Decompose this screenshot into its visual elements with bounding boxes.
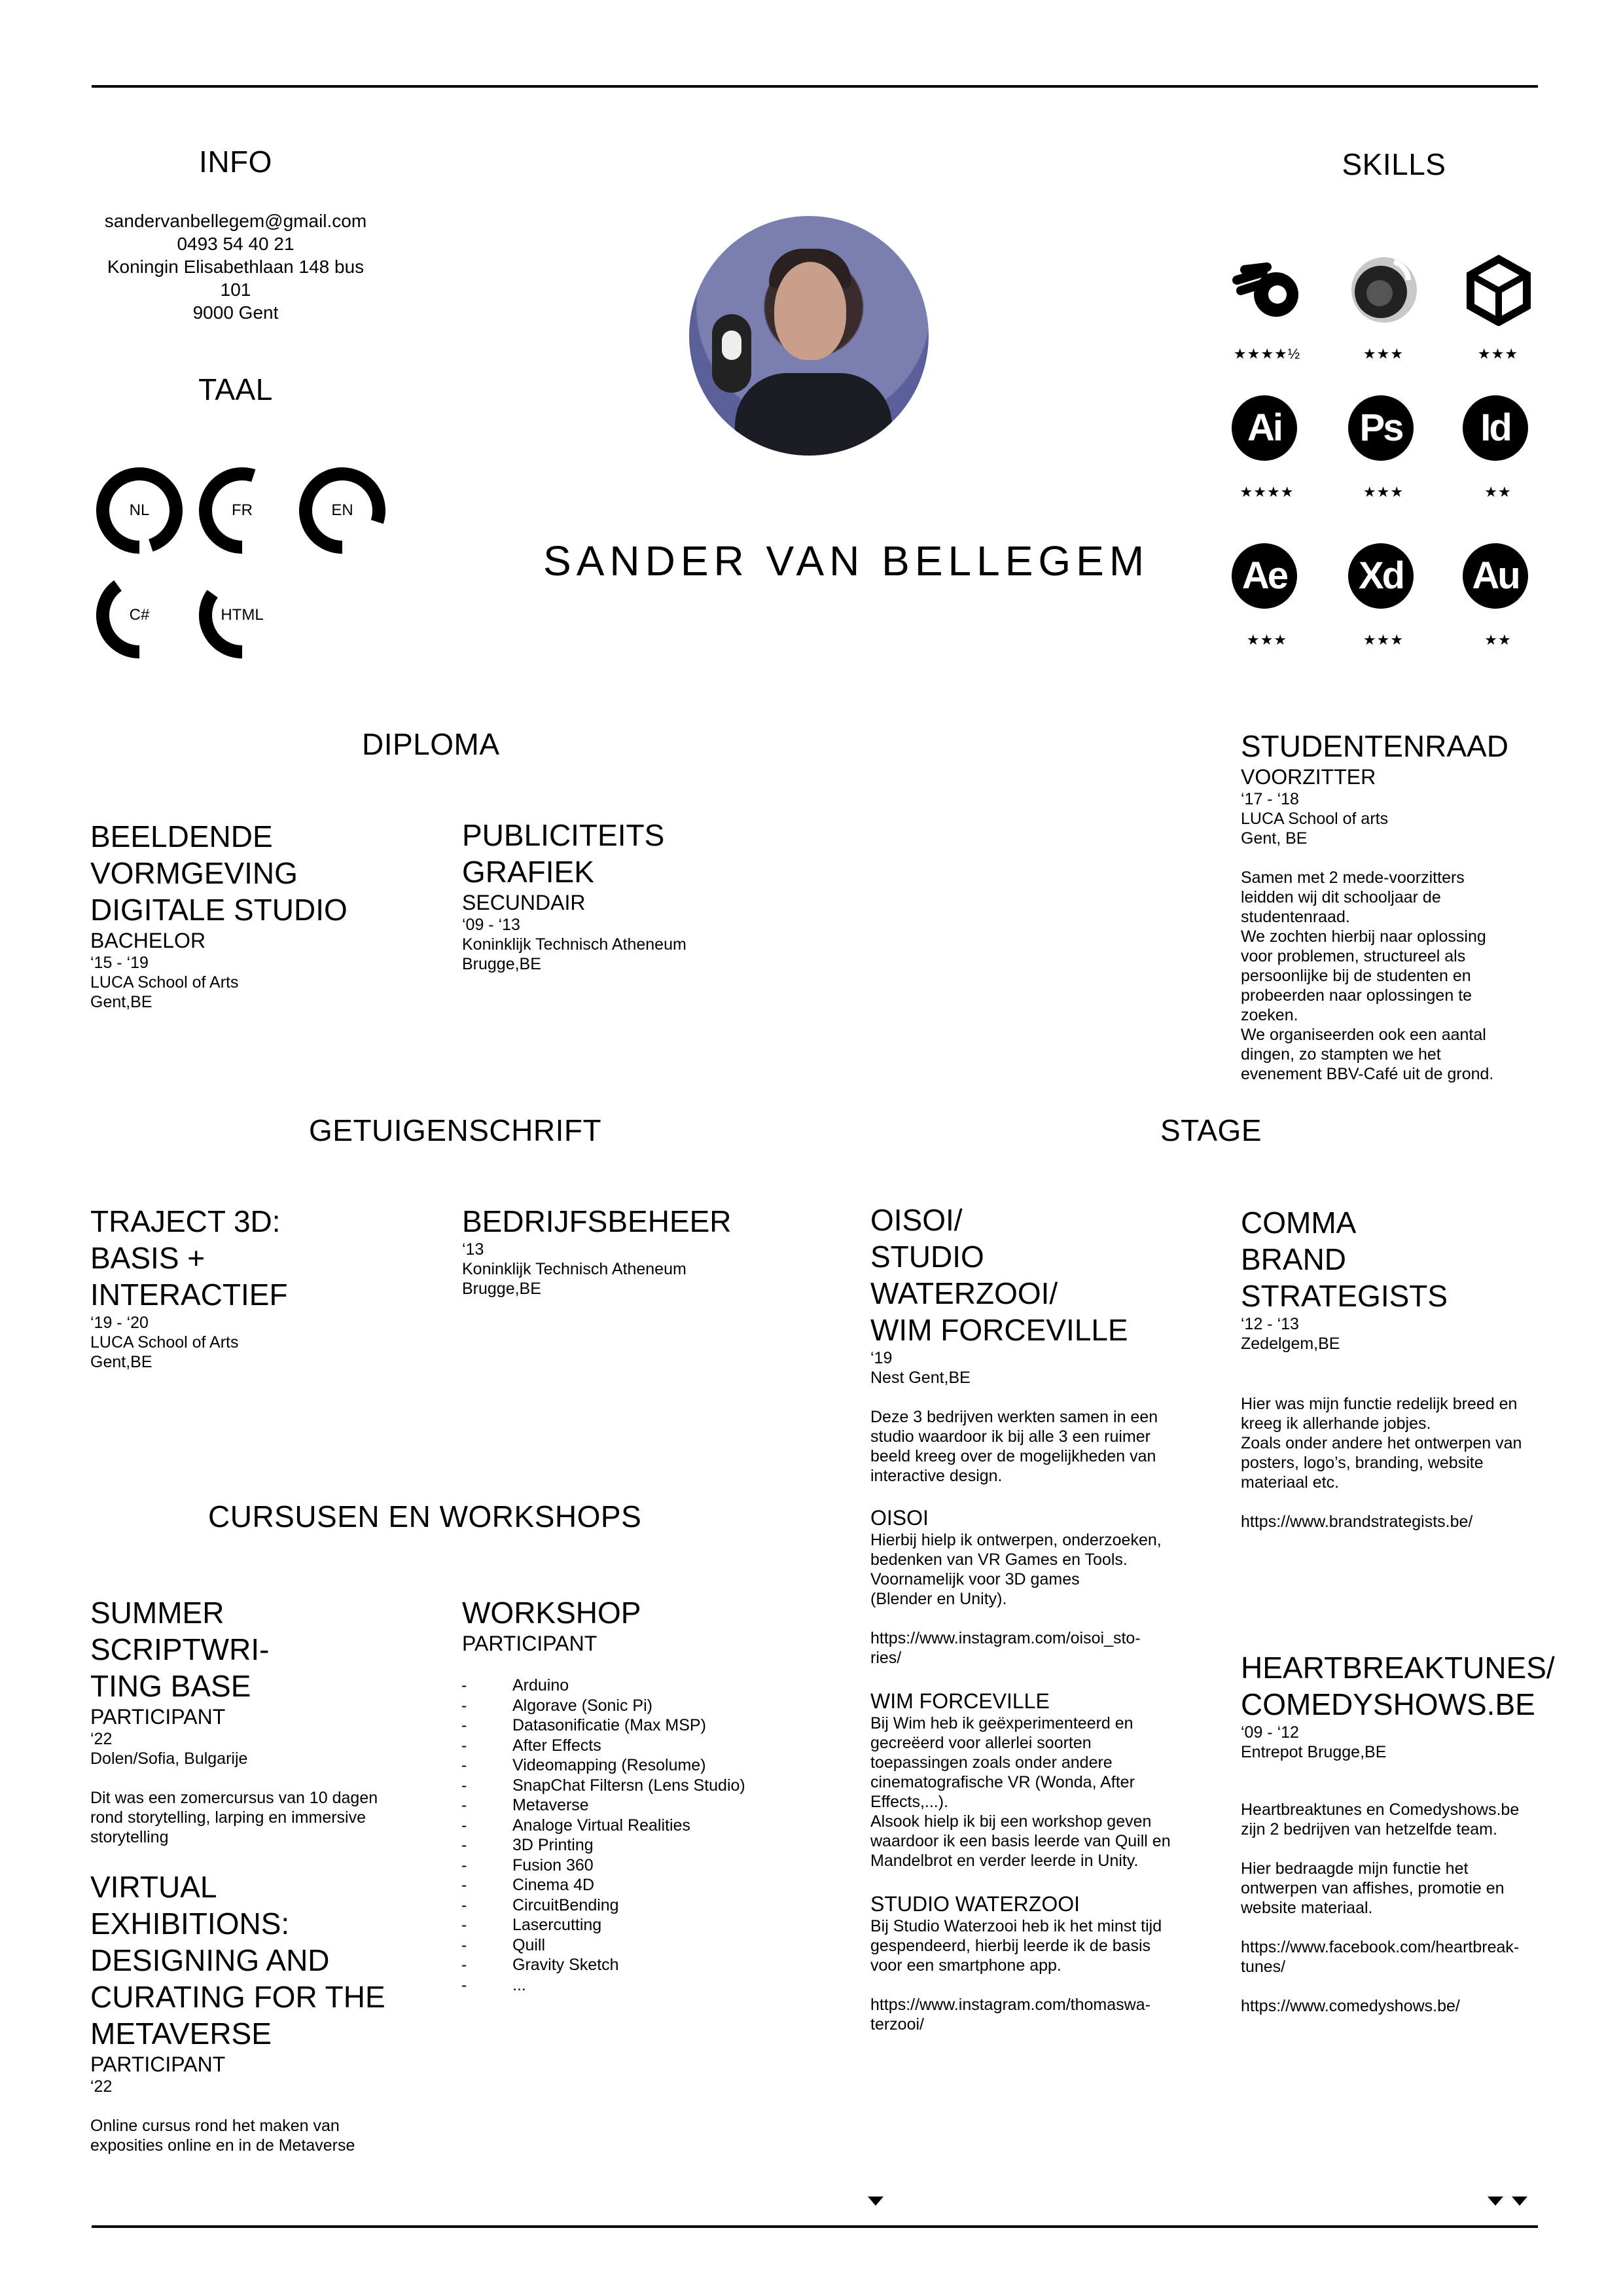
text-line: materiaal etc. <box>1241 1473 1340 1492</box>
language-label: C# <box>129 606 150 624</box>
diploma-level: BACHELOR <box>90 929 206 952</box>
course-role: PARTICIPANT <box>462 1632 597 1655</box>
text-line: Deze 3 bedrijven werkten samen in een <box>870 1408 1158 1426</box>
text-line: (Blender en Unity). <box>870 1590 1007 1608</box>
workshop-item <box>461 1875 745 1895</box>
text-line: persoonlijke bij de studenten en <box>1241 967 1471 985</box>
workshop-item <box>461 1776 745 1796</box>
text-line: zijn 2 bedrijven van hetzelfde team. <box>1241 1820 1497 1839</box>
text-line: ontwerpen van affishes, promotie en <box>1241 1879 1505 1897</box>
text-line: studentenraad. <box>1241 908 1350 926</box>
workshop-item <box>461 1755 745 1776</box>
bullet-dash: - <box>461 1935 467 1954</box>
workshop-item-label: Gravity Sketch <box>512 1956 619 1974</box>
workshop-item <box>461 1975 745 1996</box>
stage-title: WATERZOOI/ <box>870 1276 1058 1310</box>
course-place: Gent,BE <box>90 1353 152 1371</box>
studentenraad-heading: STUDENTENRAAD <box>1241 729 1508 763</box>
workshop-item-label: Cinema 4D <box>512 1876 595 1894</box>
text-line <box>1241 1839 1555 1859</box>
course-virtual <box>90 1869 391 2155</box>
diploma-title: PUBLICITEITS <box>462 818 665 852</box>
stage-years: ‘09 - ‘12 <box>1241 1723 1299 1742</box>
bullet-dash: - <box>461 1876 467 1894</box>
workshop-item-label: Lasercutting <box>512 1916 602 1934</box>
cinema4d-icon <box>1348 254 1420 326</box>
stage-place: Nest Gent,BE <box>870 1369 971 1387</box>
text-line: Online cursus rond het maken van <box>90 2117 340 2135</box>
text-line: Mandelbrot en verder leerde in Unity. <box>870 1852 1139 1870</box>
xd-icon: Xd <box>1348 543 1414 609</box>
bullet-dash: - <box>461 1916 467 1934</box>
workshop-item-label: ... <box>512 1975 526 1994</box>
text-line: evenement BBV-Café uit de grond. <box>1241 1065 1494 1083</box>
stage-place: Zedelgem,BE <box>1241 1335 1340 1353</box>
diploma-school: Koninklijk Technisch Atheneum <box>462 935 687 954</box>
stage-title: WIM FORCEVILLE <box>870 1313 1128 1347</box>
text-line: leidden wij dit schooljaar de <box>1241 888 1441 906</box>
info-block <box>92 209 380 324</box>
diploma-title: VORMGEVING <box>90 856 298 890</box>
text-line: dingen, zo stampten we het <box>1241 1045 1441 1064</box>
stage-title: STRATEGISTS <box>1241 1279 1448 1313</box>
skill-rating: ★★★ <box>1363 632 1404 648</box>
text-line: tunes/ <box>1241 1958 1286 1976</box>
bullet-dash: - <box>461 1716 467 1734</box>
unity-icon <box>1463 254 1535 326</box>
course-place: Dolen/Sofia, Bulgarije <box>90 1749 248 1768</box>
course-summer <box>90 1594 391 1847</box>
course-title: SUMMER SCRIPTWRI- <box>90 1596 270 1666</box>
photo-face <box>774 262 846 360</box>
info-heading: INFO <box>199 145 272 179</box>
stage-heading: STAGE <box>1160 1113 1262 1147</box>
text-line: We zochten hierbij naar oplossing <box>1241 927 1486 946</box>
text-line: studio waardoor ik bij alle 3 een ruimer <box>870 1427 1150 1446</box>
course-years: ‘22 <box>90 2077 113 2096</box>
text-line: storytelling <box>90 1828 169 1846</box>
bullet-dash: - <box>461 1895 467 1914</box>
photo-shirt <box>735 373 892 456</box>
text-line: Alsook hielp ik bij een workshop geven <box>870 1812 1152 1831</box>
stage-heartbreak-text <box>1241 1800 1555 2016</box>
diploma-title: DIGITALE STUDIO <box>90 893 348 927</box>
stage-intro <box>870 1407 1171 1486</box>
bottom-rule <box>92 2225 1538 2228</box>
bullet-dash: - <box>461 1776 467 1795</box>
workshop-item <box>461 1696 745 1716</box>
course-role: PARTICIPANT <box>90 1705 226 1729</box>
skill-rating: ★★★ <box>1477 346 1519 362</box>
stage-subsection <box>870 1892 1171 2034</box>
full-name: SANDER VAN BELLEGEM <box>543 537 1150 584</box>
language-label: NL <box>129 501 150 519</box>
phone: 0493 54 40 21 <box>177 234 294 254</box>
profile-photo <box>689 216 929 456</box>
course-title: INTERACTIEF <box>90 1278 288 1312</box>
course-place: Brugge,BE <box>462 1280 541 1298</box>
photo-bird-wing <box>722 331 741 360</box>
stage-comma-text <box>1241 1394 1542 1532</box>
audition-icon: Au <box>1463 543 1528 609</box>
text-line: exposities online en in de Metaverse <box>90 2136 355 2155</box>
text-line: Heartbreaktunes en Comedyshows.be <box>1241 1801 1520 1819</box>
stage-subsection <box>870 1689 1171 1871</box>
diploma-place: Brugge,BE <box>462 955 541 973</box>
text-line: Bij Studio Waterzooi heb ik het minst tijd <box>870 1917 1162 1935</box>
text-line: toepassingen zoals onder andere <box>870 1753 1113 1772</box>
diploma-bachelor <box>90 818 348 1012</box>
text-line: posters, logo’s, branding, website <box>1241 1454 1484 1472</box>
workshop-item <box>461 1676 745 1696</box>
taal-heading: TAAL <box>198 372 273 406</box>
skill-rating: ★★★★ <box>1240 484 1294 500</box>
diploma-secundair <box>462 817 687 974</box>
photoshop-icon: Ps <box>1348 395 1414 461</box>
language-label: FR <box>232 501 253 519</box>
stage-title: COMEDYSHOWS.BE <box>1241 1687 1535 1721</box>
course-years: ‘13 <box>462 1240 484 1259</box>
course-title: TRAJECT 3D: <box>90 1204 281 1238</box>
workshop-item-label: Arduino <box>512 1676 569 1695</box>
text-line[interactable]: https://www.brandstrategists.be/ <box>1241 1513 1473 1531</box>
workshop-item-label: SnapChat Filtersn (Lens Studio) <box>512 1776 745 1795</box>
illustrator-icon: Ai <box>1232 395 1297 461</box>
aftereffects-icon: Ae <box>1232 543 1297 609</box>
diploma-place: Gent,BE <box>90 993 152 1011</box>
workshop-item <box>461 1715 745 1736</box>
course-title: BASIS + <box>90 1241 205 1275</box>
workshop-item <box>461 1895 745 1916</box>
bullet-dash: - <box>461 1796 467 1814</box>
stage-subsection <box>870 1505 1171 1668</box>
course-school: Koninklijk Technisch Atheneum <box>462 1260 687 1278</box>
text-line: gecreëerd voor allerlei soorten <box>870 1734 1092 1752</box>
stage-years: ‘12 - ‘13 <box>1241 1315 1299 1333</box>
studentenraad-years: ‘17 - ‘18 <box>1241 790 1299 808</box>
stage-subsection-title: STUDIO WATERZOOI <box>870 1892 1080 1916</box>
cursussen-heading: CURSUSEN EN WORKSHOPS <box>208 1499 642 1534</box>
text-line[interactable]: https://www.comedyshows.be/ <box>1241 1997 1460 2015</box>
text-line: Voornamelijk voor 3D games <box>870 1570 1080 1588</box>
workshop-item <box>461 1795 745 1816</box>
indesign-icon: Id <box>1463 395 1528 461</box>
text-line: Zoals onder andere het ontwerpen van <box>1241 1434 1522 1452</box>
text-line: beeld kreeg over de mogelijkheden van <box>870 1447 1156 1465</box>
text-line: gespendeerd, hierbij leerde ik de basis <box>870 1937 1151 1955</box>
course-years: ‘22 <box>90 1730 113 1748</box>
workshop-item-label: Fusion 360 <box>512 1856 594 1874</box>
skill-rating: ★★★ <box>1363 484 1404 500</box>
text-line: voor een smartphone app. <box>870 1956 1061 1975</box>
diploma-title: BEELDENDE <box>90 819 273 853</box>
workshop-item <box>461 1835 745 1856</box>
stage-title: HEARTBREAKTUNES/ <box>1241 1651 1555 1685</box>
getuigenschrift-heading: GETUIGENSCHRIFT <box>309 1113 602 1147</box>
stage-place: Entrepot Brugge,BE <box>1241 1743 1387 1761</box>
text-line: We organiseerden ook een aantal <box>1241 1026 1486 1044</box>
workshop-item <box>461 1816 745 1836</box>
course-title: CURATING FOR THE <box>90 1980 385 2014</box>
text-line: bedenken van VR Games en Tools. <box>870 1551 1128 1569</box>
address: Koningin Elisabethlaan 148 bus 101 <box>107 257 365 300</box>
text-line: probeerden naar oplossingen te <box>1241 986 1472 1005</box>
text-line: interactive design. <box>870 1467 1003 1485</box>
course-title: TING BASE <box>90 1669 251 1703</box>
text-line: ries/ <box>870 1649 902 1667</box>
course-title: WORKSHOP <box>462 1596 641 1630</box>
text-line <box>1241 1492 1542 1512</box>
bullet-dash: - <box>461 1676 467 1695</box>
bullet-dash: - <box>461 1856 467 1874</box>
bullet-dash: - <box>461 1956 467 1974</box>
stage-years: ‘19 <box>870 1349 893 1367</box>
stage-heartbreak <box>1241 1649 1555 2016</box>
skill-rating: ★★★ <box>1363 346 1404 362</box>
skill-rating: ★★★ <box>1246 632 1288 648</box>
text-line <box>1241 1918 1555 1937</box>
workshop-item-label: After Effects <box>512 1736 601 1755</box>
workshop-item <box>461 1955 745 1975</box>
skill-rating: ★★ <box>1484 632 1512 648</box>
text-line: Dit was een zomercursus van 10 dagen <box>90 1789 378 1807</box>
language-label: EN <box>331 501 353 519</box>
workshop-item-label: CircuitBending <box>512 1895 619 1914</box>
workshop-item <box>461 1935 745 1956</box>
text-line: rond storytelling, larping en immersive <box>90 1808 366 1827</box>
bullet-dash: - <box>461 1816 467 1835</box>
workshop-item-label: Quill <box>512 1935 546 1954</box>
arrow-down-icon[interactable] <box>1488 2197 1503 2206</box>
stage-title: BRAND <box>1241 1242 1347 1276</box>
course-years: ‘19 - ‘20 <box>90 1314 149 1332</box>
studentenraad-school: LUCA School of arts <box>1241 810 1389 828</box>
bullet-dash: - <box>461 1975 467 1994</box>
diploma-years: ‘15 - ‘19 <box>90 954 149 972</box>
course-role: PARTICIPANT <box>90 2053 226 2076</box>
diploma-years: ‘09 - ‘13 <box>462 916 520 934</box>
course-title: METAVERSE <box>90 2017 272 2051</box>
text-line[interactable]: https://www.instagram.com/thomaswa- <box>870 1996 1150 2014</box>
studentenraad-text <box>1241 868 1508 1084</box>
text-line: Hier bedraagde mijn functie het <box>1241 1859 1469 1878</box>
bullet-dash: - <box>461 1736 467 1755</box>
workshop-item-label: Datasonificatie (Max MSP) <box>512 1716 706 1734</box>
text-line: Effects,...). <box>870 1793 949 1811</box>
blender-icon <box>1232 254 1304 326</box>
diploma-heading: DIPLOMA <box>362 727 500 761</box>
text-line: website materiaal. <box>1241 1899 1373 1917</box>
workshop-item-label: 3D Printing <box>512 1836 594 1854</box>
studentenraad-block <box>1241 728 1508 1084</box>
bullet-dash: - <box>461 1696 467 1715</box>
text-line <box>870 1609 1171 1628</box>
text-line[interactable]: https://www.facebook.com/heartbreak- <box>1241 1938 1520 1956</box>
text-line: Bij Wim heb ik geëxperimenteerd en <box>870 1714 1133 1732</box>
email[interactable]: sandervanbellegem@gmail.com <box>104 211 367 231</box>
studentenraad-role: VOORZITTER <box>1241 765 1376 789</box>
studentenraad-place: Gent, BE <box>1241 829 1308 848</box>
text-line <box>1241 1977 1555 1996</box>
workshop-item <box>461 1915 745 1935</box>
diploma-school: LUCA School of Arts <box>90 973 239 992</box>
course-text <box>90 2116 391 2155</box>
top-rule <box>92 85 1538 88</box>
stage-comma <box>1241 1204 1542 1532</box>
course-workshop <box>462 1594 641 1656</box>
bullet-dash: - <box>461 1836 467 1854</box>
stage-subsection-title: WIM FORCEVILLE <box>870 1689 1050 1713</box>
text-line <box>870 1975 1171 1995</box>
getuigenschrift-3d <box>90 1203 288 1372</box>
text-line: Hier was mijn functie redelijk breed en <box>1241 1395 1518 1413</box>
diploma-title: GRAFIEK <box>462 855 594 889</box>
course-title: EXHIBITIONS: <box>90 1907 290 1941</box>
course-title: VIRTUAL <box>90 1870 217 1904</box>
text-line: cinematografische VR (Wonda, After <box>870 1773 1135 1791</box>
skill-rating: ★★ <box>1484 484 1512 500</box>
stage-oisoi <box>870 1202 1171 2055</box>
text-line: kreeg ik allerhande jobjes. <box>1241 1414 1431 1433</box>
stage-subsection-title: OISOI <box>870 1506 929 1530</box>
text-line: terzooi/ <box>870 2015 924 2034</box>
arrow-down-icon[interactable] <box>868 2197 883 2206</box>
text-line[interactable]: https://www.instagram.com/oisoi_sto- <box>870 1629 1141 1647</box>
workshop-item-label: Analoge Virtual Realities <box>512 1816 690 1835</box>
stage-title: OISOI/ <box>870 1203 963 1237</box>
language-label: HTML <box>221 606 264 624</box>
bullet-dash: - <box>461 1756 467 1774</box>
skill-rating: ★★★★½ <box>1233 346 1301 362</box>
course-text <box>90 1788 391 1847</box>
text-line: zoeken. <box>1241 1006 1298 1024</box>
text-line: voor problemen, structureel als <box>1241 947 1466 965</box>
text-line: waardoor ik een basis leerde van Quill en <box>870 1832 1171 1850</box>
text-line: Samen met 2 mede-voorzitters <box>1241 869 1465 887</box>
stage-title: COMMA <box>1241 1206 1357 1240</box>
workshop-item <box>461 1856 745 1876</box>
course-title: BEDRIJFSBEHEER <box>462 1204 732 1238</box>
getuigenschrift-bedrijfsbeheer <box>462 1203 732 1299</box>
workshop-item-label: Metaverse <box>512 1796 589 1814</box>
course-title: DESIGNING AND <box>90 1943 330 1977</box>
arrow-down-icon[interactable] <box>1512 2197 1527 2206</box>
stage-subsections <box>870 1505 1171 2034</box>
workshop-item <box>461 1736 745 1756</box>
workshop-item-label: Algorave (Sonic Pi) <box>512 1696 652 1715</box>
course-school: LUCA School of Arts <box>90 1333 239 1352</box>
city: 9000 Gent <box>192 302 279 323</box>
workshop-item-label: Videomapping (Resolume) <box>512 1756 706 1774</box>
diploma-level: SECUNDAIR <box>462 891 586 914</box>
stage-title: STUDIO <box>870 1240 984 1274</box>
skills-heading: SKILLS <box>1342 147 1446 181</box>
workshop-list <box>461 1676 745 1995</box>
text-line: Hierbij hielp ik ontwerpen, onderzoeken, <box>870 1531 1162 1549</box>
